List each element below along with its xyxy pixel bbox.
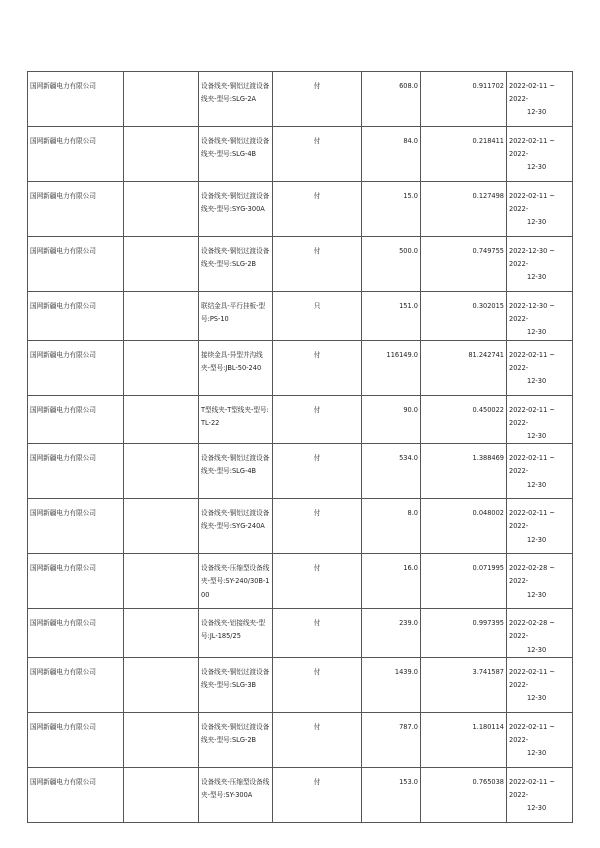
- amount-cell: 0.997395: [421, 609, 507, 658]
- quantity-cell: 116149.0: [362, 340, 421, 395]
- item-name-cell: 设备线夹-压缩型设备线夹-型号:SY-300A: [199, 767, 273, 822]
- delivery-period-cell: [507, 182, 573, 237]
- delivery-period-cell: [507, 499, 573, 554]
- amount-cell: 1.388469: [421, 444, 507, 499]
- quantity-cell: 153.0: [362, 767, 421, 822]
- unit-cell: 付: [273, 395, 362, 444]
- amount-cell: 0.911702: [421, 72, 507, 127]
- unit-cell: 付: [273, 499, 362, 554]
- quantity-cell: 16.0: [362, 554, 421, 609]
- item-name-cell: 设备线夹-铜铝过渡设备线夹-型号:SLG-4B: [199, 444, 273, 499]
- table-row: [28, 72, 573, 127]
- company-cell: 国网新疆电力有限公司: [28, 340, 124, 395]
- period-start: 2022-02-11 ~ 2022-: [509, 137, 555, 159]
- blank-cell: [124, 657, 199, 712]
- amount-cell: 0.450022: [421, 395, 507, 444]
- unit-cell: 付: [273, 657, 362, 712]
- table-row: [28, 657, 573, 712]
- period-start: 2022-02-11 ~ 2022-: [509, 722, 555, 745]
- item-name-cell: 设备线夹-铜铝过渡设备线夹-型号:SYG-240A: [199, 499, 273, 554]
- blank-cell: [124, 237, 199, 292]
- amount-cell: 0.749755: [421, 237, 507, 292]
- amount-cell: 1.180114: [421, 712, 507, 767]
- item-name-cell: 设备线夹-铜铝过渡设备线夹-型号:SLG-2B: [199, 237, 273, 292]
- table-row: [28, 182, 573, 237]
- quantity-cell: 84.0: [362, 127, 421, 182]
- period-end: 12-30: [527, 645, 547, 654]
- amount-cell: 0.127498: [421, 182, 507, 237]
- quantity-cell: 608.0: [362, 72, 421, 127]
- company-cell: 国网新疆电力有限公司: [28, 127, 124, 182]
- period-start: 2022-02-11 ~ 2022-: [509, 82, 555, 104]
- company-cell: 国网新疆电力有限公司: [28, 499, 124, 554]
- period-end: 12-30: [527, 432, 547, 441]
- item-name-cell: T型线夹-T型线夹-型号:TL-22: [199, 395, 273, 444]
- blank-cell: [124, 444, 199, 499]
- blank-cell: [124, 609, 199, 658]
- blank-cell: [124, 182, 199, 237]
- period-start: 2022-02-11 ~ 2022-: [509, 350, 555, 372]
- blank-cell: [124, 712, 199, 767]
- company-cell: 国网新疆电力有限公司: [28, 292, 124, 341]
- period-start: 2022-02-11 ~ 2022-: [509, 192, 555, 214]
- delivery-period-cell: [507, 395, 573, 444]
- period-end: 12-30: [527, 108, 547, 117]
- unit-cell: 付: [273, 712, 362, 767]
- item-name-cell: 设备线夹-铜铝过渡设备线夹-型号:SLG-2B: [199, 712, 273, 767]
- delivery-period-cell: [507, 554, 573, 609]
- unit-cell: 付: [273, 609, 362, 658]
- blank-cell: [124, 127, 199, 182]
- period-start: 2022-02-11 ~ 2022-: [509, 777, 555, 800]
- delivery-period-cell: [507, 657, 573, 712]
- quantity-cell: 239.0: [362, 609, 421, 658]
- blank-cell: [124, 395, 199, 444]
- period-end: 12-30: [527, 273, 547, 282]
- delivery-period-cell: [507, 127, 573, 182]
- quantity-cell: 90.0: [362, 395, 421, 444]
- table-row: [28, 292, 573, 341]
- quantity-cell: 8.0: [362, 499, 421, 554]
- company-cell: 国网新疆电力有限公司: [28, 554, 124, 609]
- unit-cell: 付: [273, 182, 362, 237]
- unit-cell: 付: [273, 237, 362, 292]
- item-name-cell: 设备线夹-压缩型设备线夹-型号:SY-240/30B-100: [199, 554, 273, 609]
- table-row: [28, 237, 573, 292]
- company-cell: 国网新疆电力有限公司: [28, 767, 124, 822]
- unit-cell: 付: [273, 340, 362, 395]
- period-end: 12-30: [527, 804, 547, 813]
- table-row: [28, 395, 573, 444]
- unit-cell: 付: [273, 127, 362, 182]
- period-start: 2022-12-30 ~ 2022-: [509, 247, 555, 269]
- unit-cell: 付: [273, 72, 362, 127]
- company-cell: 国网新疆电力有限公司: [28, 182, 124, 237]
- unit-cell: 只: [273, 292, 362, 341]
- item-name-cell: 设备线夹-铜铝过渡设备线夹-型号:SLG-2A: [199, 72, 273, 127]
- quantity-cell: 500.0: [362, 237, 421, 292]
- item-name-cell: 联结金具-平行挂板-型号:PS-10: [199, 292, 273, 341]
- blank-cell: [124, 554, 199, 609]
- table-row: [28, 340, 573, 395]
- period-end: 12-30: [527, 694, 547, 703]
- blank-cell: [124, 292, 199, 341]
- delivery-period-cell: [507, 292, 573, 341]
- item-name-cell: 设备线夹-铜铝过渡设备线夹-型号:SLG-3B: [199, 657, 273, 712]
- period-end: 12-30: [527, 218, 547, 227]
- blank-cell: [124, 72, 199, 127]
- unit-cell: 付: [273, 767, 362, 822]
- company-cell: 国网新疆电力有限公司: [28, 72, 124, 127]
- delivery-period-cell: [507, 340, 573, 395]
- unit-cell: 付: [273, 554, 362, 609]
- quantity-cell: 787.0: [362, 712, 421, 767]
- period-start: 2022-02-11 ~ 2022-: [509, 454, 555, 476]
- company-cell: 国网新疆电力有限公司: [28, 609, 124, 658]
- blank-cell: [124, 767, 199, 822]
- table-row: [28, 499, 573, 554]
- quantity-cell: 15.0: [362, 182, 421, 237]
- amount-cell: 3.741587: [421, 657, 507, 712]
- company-cell: 国网新疆电力有限公司: [28, 712, 124, 767]
- delivery-period-cell: [507, 72, 573, 127]
- table-body: [28, 72, 573, 823]
- delivery-period-cell: [507, 712, 573, 767]
- table-row: [28, 444, 573, 499]
- amount-cell: 0.765038: [421, 767, 507, 822]
- period-end: 12-30: [527, 328, 547, 337]
- item-name-cell: 设备线夹-铜铝过渡设备线夹-型号:SYG-300A: [199, 182, 273, 237]
- period-start: 2022-02-11 ~ 2022-: [509, 667, 555, 690]
- table-row: [28, 554, 573, 609]
- amount-cell: 0.048002: [421, 499, 507, 554]
- period-start: 2022-02-11 ~ 2022-: [509, 405, 555, 427]
- delivery-period-cell: [507, 767, 573, 822]
- quantity-cell: 1439.0: [362, 657, 421, 712]
- period-end: 12-30: [527, 535, 547, 544]
- item-name-cell: 接续金具-异型并沟线夹-型号:JBL-50-240: [199, 340, 273, 395]
- amount-cell: 81.242741: [421, 340, 507, 395]
- period-start: 2022-02-11 ~ 2022-: [509, 509, 555, 531]
- period-start: 2022-02-28 ~ 2022-: [509, 564, 555, 586]
- amount-cell: 0.071995: [421, 554, 507, 609]
- period-end: 12-30: [527, 480, 547, 489]
- company-cell: 国网新疆电力有限公司: [28, 657, 124, 712]
- period-start: 2022-02-28 ~ 2022-: [509, 619, 555, 641]
- quantity-cell: 151.0: [362, 292, 421, 341]
- period-end: 12-30: [527, 163, 547, 172]
- item-name-cell: 设备线夹-铜铝过渡设备线夹-型号:SLG-4B: [199, 127, 273, 182]
- company-cell: 国网新疆电力有限公司: [28, 444, 124, 499]
- table-row: [28, 712, 573, 767]
- table-row: [28, 767, 573, 822]
- quantity-cell: 534.0: [362, 444, 421, 499]
- item-name-cell: 设备线夹-铝接线夹-型号:JL-185/25: [199, 609, 273, 658]
- contract-items-table: [27, 71, 573, 823]
- delivery-period-cell: [507, 609, 573, 658]
- delivery-period-cell: [507, 444, 573, 499]
- amount-cell: 0.302015: [421, 292, 507, 341]
- blank-cell: [124, 499, 199, 554]
- period-start: 2022-12-30 ~ 2022-: [509, 302, 555, 324]
- blank-cell: [124, 340, 199, 395]
- company-cell: 国网新疆电力有限公司: [28, 237, 124, 292]
- period-end: 12-30: [527, 377, 547, 386]
- amount-cell: 0.218411: [421, 127, 507, 182]
- table-row: [28, 127, 573, 182]
- unit-cell: 付: [273, 444, 362, 499]
- table-row: [28, 609, 573, 658]
- period-end: 12-30: [527, 749, 547, 758]
- period-end: 12-30: [527, 590, 547, 599]
- company-cell: 国网新疆电力有限公司: [28, 395, 124, 444]
- delivery-period-cell: [507, 237, 573, 292]
